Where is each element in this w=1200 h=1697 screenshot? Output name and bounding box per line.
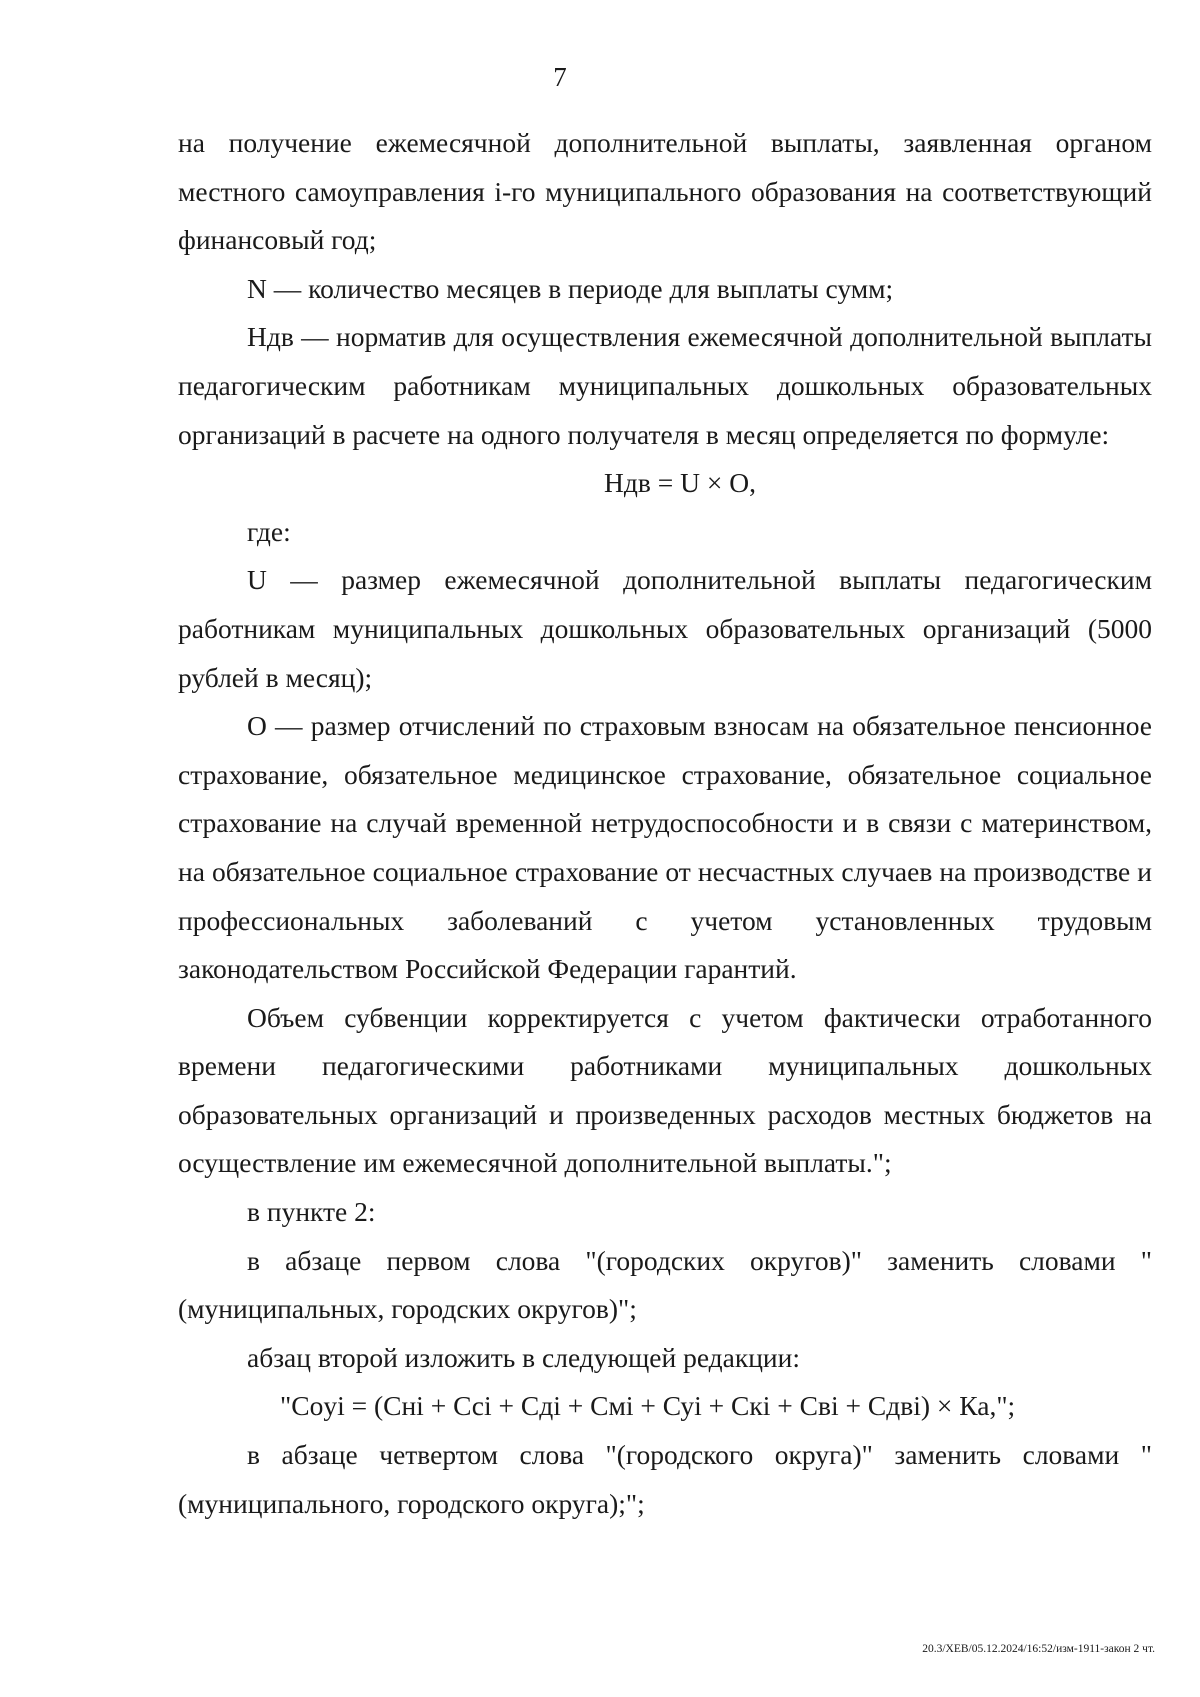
paragraph-amendment-fourth: в абзаце четвертом слова "(городского округа)" заменить словами "(муниципального, городского округа);"; bbox=[178, 1439, 1152, 1519]
paragraph-definition-o: О — размер отчислений по страховым взносам на обязательное пенсионное страхование, обязательное медицинское страхование, обязательное социальное страхование на случай временной нетрудоспособности и в связи с материнством, на обязательное социальное страхование от несчастных случаев на производстве и профессиональных заболеваний с учетом установленных трудовым законодательством Российской Федерации гарантий. bbox=[178, 710, 1152, 985]
paragraph-where: где: bbox=[247, 515, 291, 547]
formula-coui: "Сoуi = (Снi + Ссi + Сдi + Смi + Суi + Скi + Свi + Сдвi) × Ка,"; bbox=[280, 1390, 1016, 1422]
paragraph-amendment-first: в абзаце первом слова "(городских округов)" заменить словами "(муниципальных, городских округов)"; bbox=[178, 1244, 1152, 1325]
document-body bbox=[178, 119, 1152, 1528]
document-footer-code: 20.3/XEB/05.12.2024/16:52/изм-1911-закон 2 чт. bbox=[922, 1643, 1155, 1655]
paragraph-amendment-second: абзац второй изложить в следующей редакции: bbox=[247, 1341, 801, 1373]
paragraph-definition-n: N — количество месяцев в периоде для выплаты сумм; bbox=[247, 272, 894, 304]
paragraph-definition-ndv: Ндв — норматив для осуществления ежемесячной дополнительной выплаты педагогическим работникам муниципальных дошкольных образовательных организаций в расчете на одного получателя в месяц определяется по формуле: bbox=[178, 321, 1152, 450]
formula-ndv: Ндв = U × O, bbox=[604, 467, 756, 499]
paragraph-definition-u: U — размер ежемесячной дополнительной выплаты педагогическим работникам муниципальных дошкольных образовательных организаций (5000 рублей в месяц); bbox=[178, 564, 1152, 693]
page-number: 7 bbox=[553, 62, 567, 92]
paragraph-subvention-correction: Объем субвенции корректируется с учетом фактически отработанного времени педагогическими работниками муниципальных дошкольных образовательных организаций и произведенных расходов местных бюджетов на осуществление им ежемесячной дополнительной выплаты."; bbox=[178, 1001, 1152, 1179]
paragraph-continuation: на получение ежемесячной дополнительной выплаты, заявленная органом местного самоуправления i-го муниципального образования на соответствующий финансовый год; bbox=[178, 127, 1152, 256]
paragraph-point-2: в пункте 2: bbox=[247, 1196, 376, 1228]
